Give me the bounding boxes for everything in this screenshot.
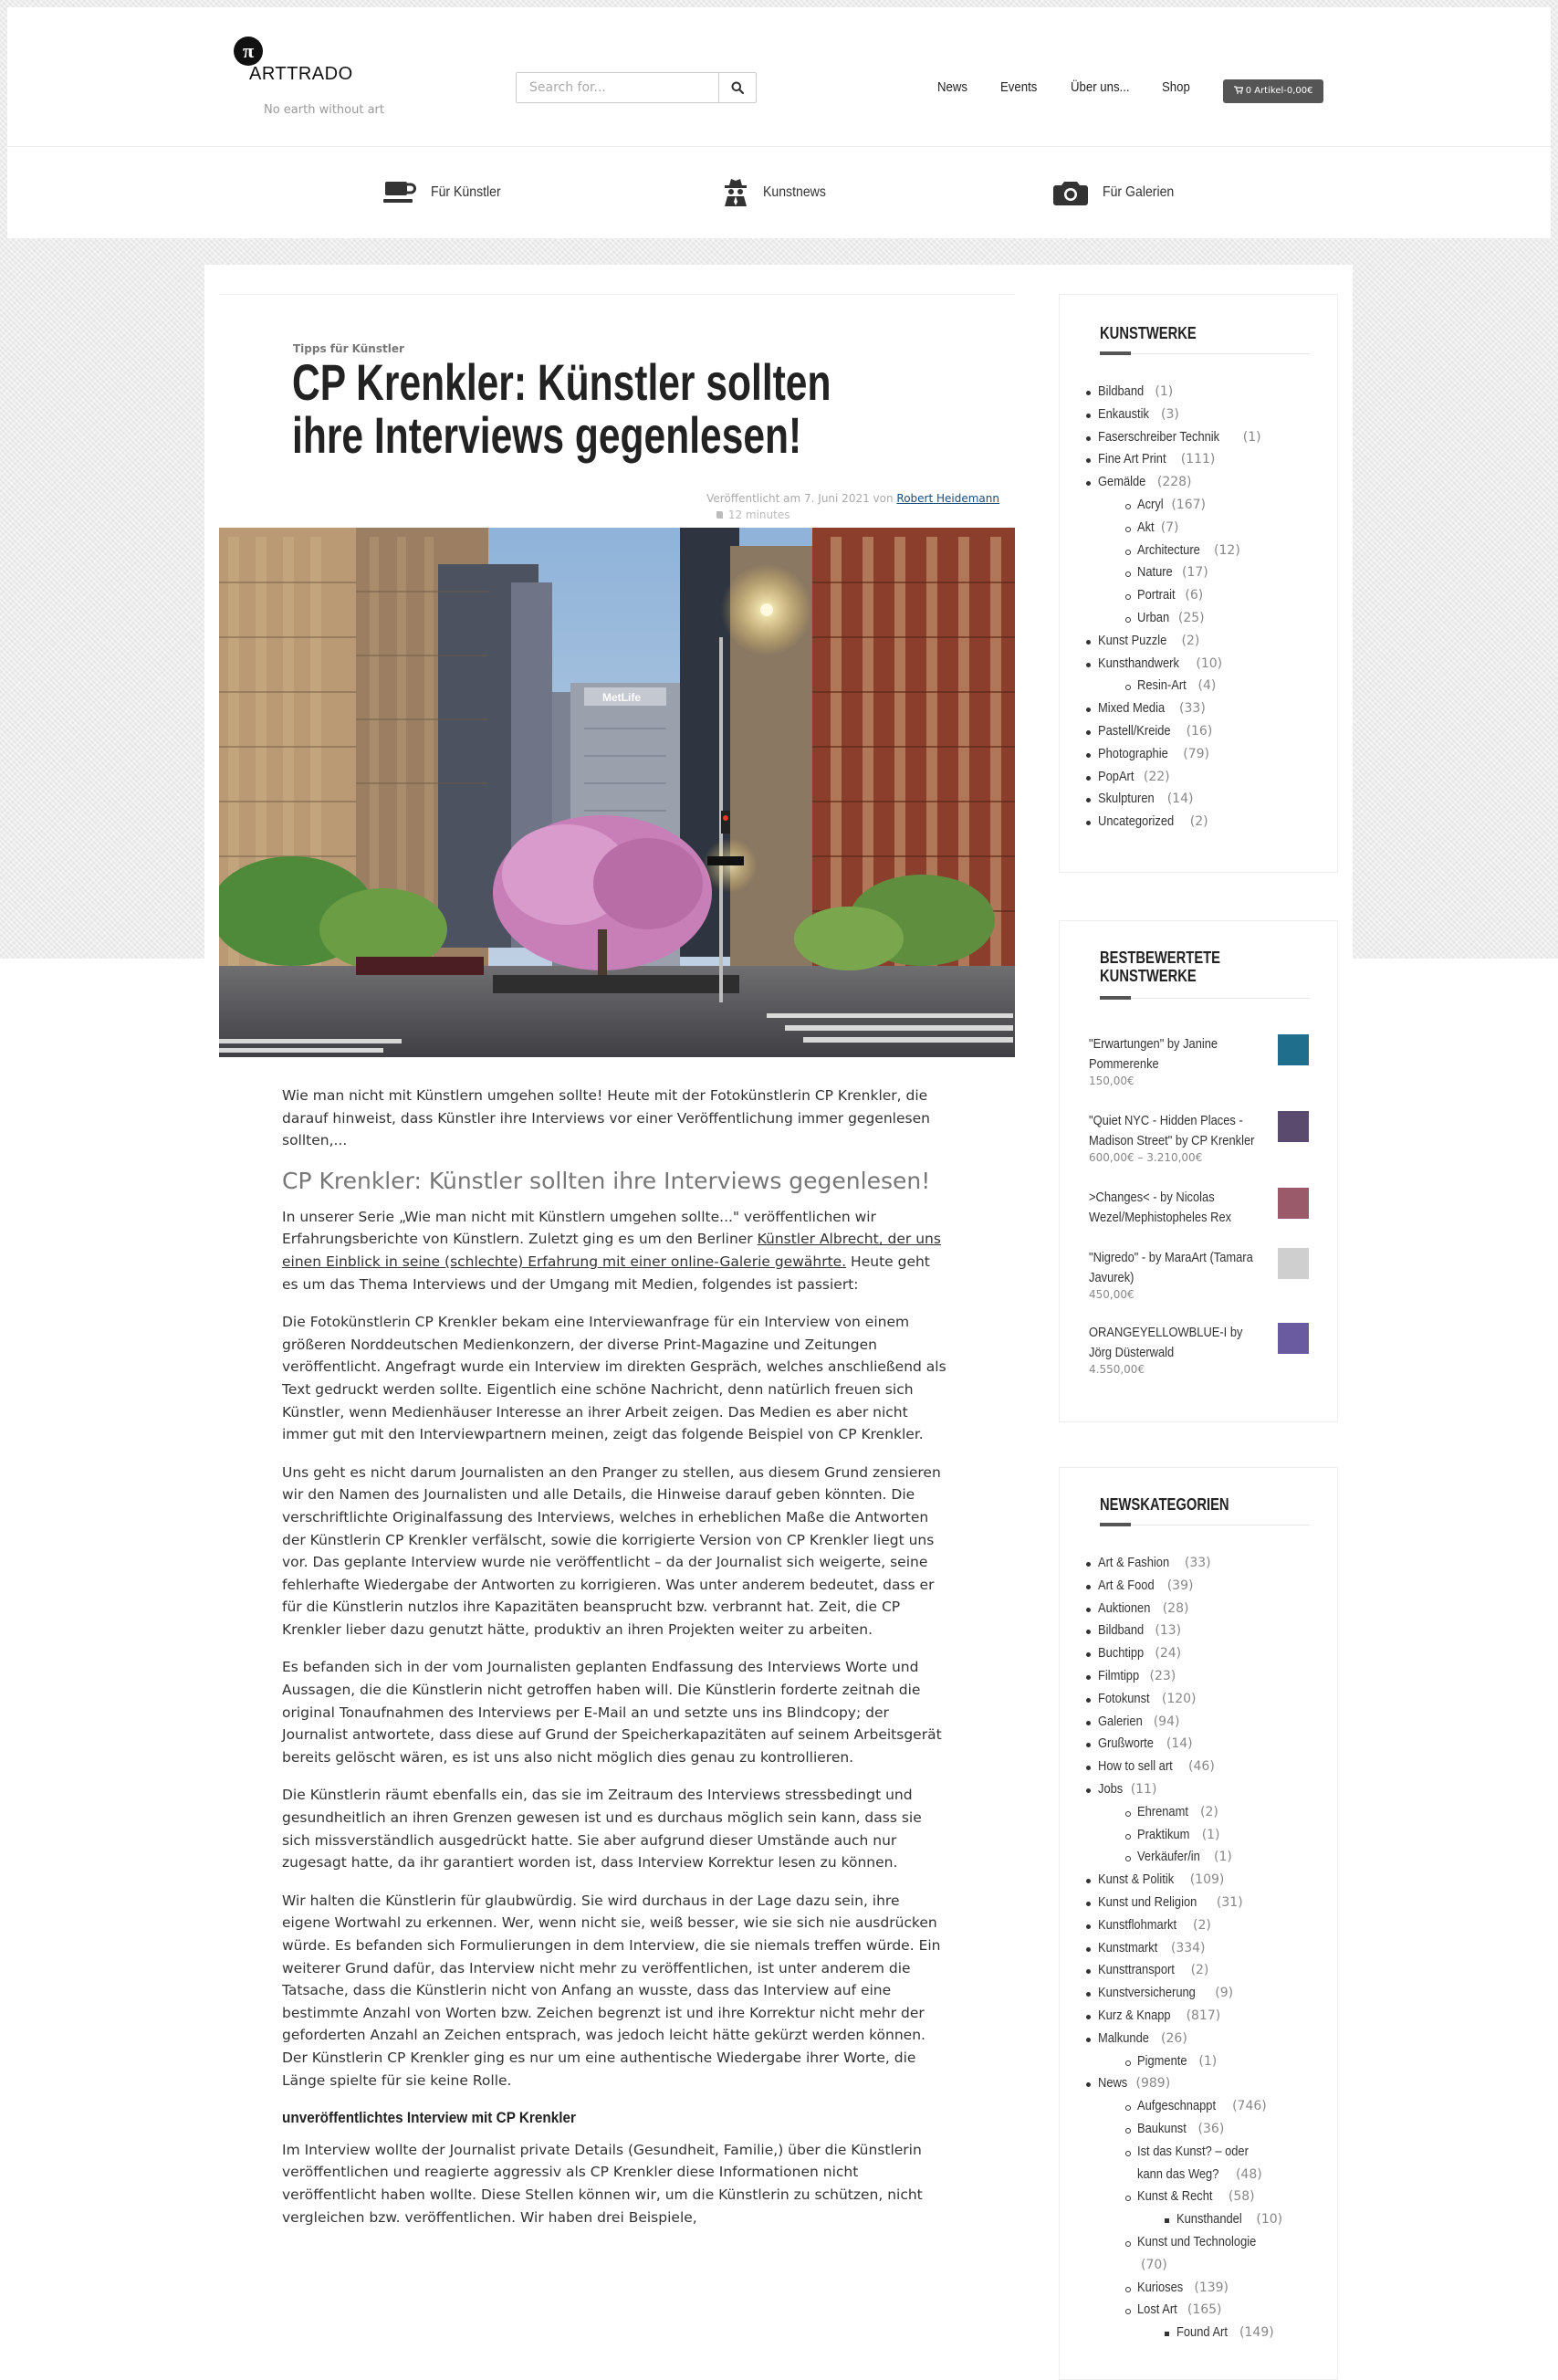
category-label: Found Art [1176, 2324, 1228, 2341]
category-count: (79) [1183, 746, 1209, 761]
category-count: (2) [1189, 814, 1208, 830]
widget-title-rule [1100, 998, 1310, 999]
category-item[interactable] [1137, 675, 1261, 697]
category-count: (139) [1194, 2280, 1229, 2295]
widget-title-line2: KUNSTWERKE [1100, 967, 1197, 985]
author-link[interactable]: Robert Heidemann [896, 492, 999, 505]
category-count: (4) [1197, 678, 1217, 694]
category-item[interactable] [1098, 720, 1261, 743]
widget-title-line1: BESTBEWERTETE [1100, 949, 1221, 967]
widget-title [1100, 949, 1220, 985]
article-intro: Wie man nicht mit Künstlern umgehen sollte! Heute mit der Fotokünstlerin CP Krenkler, die darauf hinweist, dass Künstler ihre Interviews vor einer Veröffentlichung immer gegenlesen sollten,... [282, 1087, 930, 1149]
category-item[interactable] [1098, 404, 1261, 426]
category-item[interactable] [1137, 2095, 1282, 2118]
category-item[interactable] [1137, 2186, 1282, 2208]
category-label: Kunst und Religion [1098, 1893, 1197, 1910]
category-count: (12) [1214, 542, 1240, 558]
read-time [716, 509, 790, 521]
product-name[interactable]: >Changes< - by Nicolas Wezel/Mephistopheles Rex [1089, 1190, 1232, 1225]
category-item[interactable] [1176, 2208, 1282, 2231]
category-count: (11) [1130, 1781, 1157, 1797]
category-item[interactable] [1137, 1801, 1282, 1824]
product-thumbnail[interactable] [1278, 1111, 1309, 1142]
category-item[interactable] [1098, 1665, 1282, 1688]
category-count: (33) [1184, 1556, 1211, 1570]
subnav-label: Kunstnews [763, 184, 826, 200]
camera-icon [1053, 179, 1088, 206]
category-item[interactable] [1098, 1598, 1282, 1620]
category-count: (26) [1161, 2030, 1187, 2046]
category-count: (1) [1242, 429, 1261, 445]
article-category[interactable]: Tipps für Künstler [293, 342, 404, 355]
category-count: (16) [1186, 723, 1213, 739]
category-count: (120) [1161, 1691, 1197, 1706]
widget-title-rule [1100, 353, 1310, 354]
category-count: (2) [1200, 1804, 1218, 1819]
category-item[interactable] [1098, 1914, 1282, 1937]
category-count: (48) [1235, 2166, 1262, 2182]
nav-item-events[interactable]: Events [1000, 79, 1038, 95]
category-item[interactable] [1098, 1937, 1282, 1960]
category-count: (17) [1182, 565, 1208, 581]
category-count: (149) [1239, 2325, 1274, 2341]
category-count: (109) [1189, 1872, 1225, 1888]
category-count: (58) [1228, 2189, 1255, 2205]
category-count: (10) [1256, 2212, 1283, 2228]
category-label: Skulpturen [1098, 791, 1155, 807]
coffee-cup-icon [383, 180, 416, 205]
category-count: (989) [1135, 2076, 1171, 2092]
category-label: Enkaustik [1098, 405, 1149, 422]
category-label: Verkäufer/in [1137, 1849, 1200, 1865]
site-tagline: No earth without art [264, 103, 384, 117]
product-thumbnail[interactable] [1278, 1188, 1309, 1219]
category-item[interactable] [1098, 2028, 1282, 2050]
category-label: Kunsttransport [1098, 1962, 1175, 1978]
category-count: (334) [1170, 1940, 1206, 1955]
article-paragraph: Uns geht es nicht darum Journalisten an den Pranger zu stellen, aus diesem Grund zensieren wir den Namen des Journalisten und alle Details, die Hinweise darauf geben könnten. Die verschriftlichte Originalfassung des Interviews, welches in erheblichen Maße die Antworten der Künstlerin CP Krenkler verfälscht, sowie die korrigierte Version von CP Krenkler liegt uns vor. Das geplante Interview wurde nie veröffentlicht – da der Journalist sich weigerte, seine fehlerhafte Wiedergabe der Antworten zu korrigieren. Was unter anderem bedeutet, dass er für die Künstlerin nutzlos ihre Kapazitäten beansprucht bzw. verbrannt hat. Zeit, die CP Krenkler lieber dazu genutzt hätte, produktiv an ihren Projekten weiter zu arbeiten. [282, 1463, 941, 1638]
nav-item-ueber-uns[interactable]: Über uns... [1071, 79, 1130, 95]
subnav-item-kunstnews[interactable] [723, 174, 834, 211]
category-item[interactable] [1137, 584, 1261, 607]
category-label: Acryl [1137, 496, 1164, 512]
category-list [1098, 381, 1261, 834]
category-label: Architecture [1137, 541, 1200, 558]
category-item[interactable] [1137, 540, 1261, 562]
category-item[interactable] [1098, 2005, 1282, 2028]
category-item[interactable] [1098, 1552, 1282, 1575]
category-label: Fine Art Print [1098, 451, 1166, 467]
category-count: (24) [1155, 1646, 1182, 1662]
category-count: (1) [1198, 2053, 1218, 2069]
category-label: Kunsthandwerk [1098, 655, 1179, 671]
category-count: (3) [1161, 406, 1179, 422]
site-name: ARTTRADO [249, 64, 353, 84]
category-item[interactable] [1098, 697, 1261, 720]
category-item[interactable] [1098, 1733, 1282, 1756]
category-label: Photographie [1098, 745, 1168, 761]
book-icon [716, 510, 725, 519]
category-label: Mixed Media [1098, 700, 1166, 717]
category-item[interactable] [1098, 381, 1261, 404]
category-item[interactable] [1098, 1756, 1282, 1778]
category-label: Praktikum [1137, 1826, 1190, 1842]
category-label: Art & Fashion [1098, 1555, 1170, 1570]
article-paragraph: Die Künstlerin räumt ebenfalls ein, das sie im Zeitraum des Interviews stressbedingt und gesundheitlich an ihren Grenzen gewesen ist und es durchaus möglich sein kann, dass sie sich missverständlich ausgedrückt hatte. Sie aber aufgrund dieser Umstände auch nur zugesagt hatte, da ihr garantiert worden ist, dass Interview Korrektur lesen zu können. [282, 1787, 922, 1871]
category-count: (111) [1180, 452, 1216, 467]
category-label: kann das Weg? [1137, 2165, 1219, 2182]
category-label: Kunst Puzzle [1098, 632, 1167, 648]
category-item[interactable] [1137, 2141, 1282, 2164]
product-price: 150,00€ [1089, 1075, 1135, 1087]
article-paragraph: Wir halten die Künstlerin für glaubwürdig. Sie wird durchaus in der Lage dazu sein, ihre eigene Wortwahl zu erkennen. Wer, wenn nicht sie, weiß besser, wie sie sich nie ausdrücken würde. Es befanden sich Formulierungen in dem Interview, die sie niemals treffen würde. Ein weiterer Grund dafür, das Interview nicht mehr zu veröffentlichen, ist unter anderem die Tatsache, dass die Künstlerin nicht von Anfang an wusste, dass das Interview auf eine bestimmte Anzahl von Worten bzw. Zeichen begrenzt ist und ihre Korrektur nicht mehr der geforderten Anzahl an Zeichen entsprach, was jedoch leicht hätte gekürzt werden können. Der Künstlerin CP Krenkler ging es nur um eine authentische Wiedergabe ihrer Worte, die Länge spielte für sie keine Rolle. [282, 1892, 941, 2089]
site-header [7, 7, 1551, 146]
category-label: Ehrenamt [1137, 1803, 1188, 1819]
category-count: (94) [1153, 1714, 1180, 1729]
category-item[interactable] [1098, 788, 1261, 811]
cart-button[interactable] [1223, 79, 1323, 103]
category-label: Kurioses [1137, 2279, 1184, 2295]
article-paragraph [282, 1206, 948, 1295]
sub-navigation [7, 147, 1551, 238]
category-count: (46) [1188, 1759, 1215, 1775]
category-label: Galerien [1098, 1713, 1143, 1729]
category-label: Bildband [1098, 1622, 1145, 1639]
category-count: (36) [1197, 2121, 1225, 2136]
inline-article-link[interactable]: Künstler Albrecht, der uns einen Einblick in seine (schlechte) Erfahrung mit einer online-Galerie gewährte. [282, 1231, 941, 1270]
product-name[interactable]: "Erwartungen" by Janine Pommerenke [1089, 1036, 1218, 1072]
article-title [292, 353, 831, 464]
article-paragraph: Im Interview wollte der Journalist private Details (Gesundheit, Familie,) über die Künstlerin veröffentlichen und reagierte aggressiv als CP Krenkler diese Informationen nicht veröffentlicht haben wollte. Diese Stellen können wir, um die Künstlerin zu schützen, nicht vergleichen bzw. veröffentlichen. Wir haben drei Beispiele, [282, 2141, 923, 2226]
category-label: Filmtipp [1098, 1667, 1140, 1683]
category-label: Kunstflohmarkt [1098, 1916, 1177, 1933]
product-name[interactable]: ORANGEYELLOWBLUE-I by Jörg Düsterwald [1089, 1325, 1243, 1360]
category-item[interactable] [1098, 766, 1261, 789]
category-count: (14) [1166, 1736, 1193, 1752]
search-icon [731, 81, 744, 94]
article-meta [706, 492, 999, 505]
category-label: Kunstversicherung [1098, 1985, 1196, 2001]
paragraph-text: Heute geht es um das Thema Interviews und der Umgang mit Medien, folgendes ist passiert: [282, 1253, 930, 1293]
category-count: (167) [1171, 497, 1206, 512]
category-item[interactable] [1098, 426, 1261, 449]
subnav-item-fuer-galerien[interactable] [1053, 174, 1184, 211]
article-subheading: CP Krenkler: Künstler sollten ihre Interviews gegenlesen! [282, 1167, 931, 1194]
category-label: Kunstmarkt [1098, 1939, 1158, 1955]
category-item[interactable] [1098, 1688, 1282, 1711]
category-item[interactable] [1098, 1982, 1282, 2005]
category-label: Portrait [1137, 587, 1176, 603]
category-label: Akt [1137, 519, 1155, 535]
category-label: Bildband [1098, 383, 1145, 399]
category-label: Resin-Art [1137, 677, 1187, 694]
category-label: Uncategorized [1098, 813, 1175, 830]
category-count: (13) [1155, 1623, 1182, 1639]
category-label: PopArt [1098, 768, 1135, 784]
category-item[interactable] [1137, 2299, 1282, 2322]
article-title-line2: ihre Interviews gegenlesen! [292, 406, 802, 464]
category-item[interactable] [1137, 2277, 1282, 2300]
category-item[interactable] [1098, 471, 1261, 494]
category-item[interactable] [1098, 1620, 1282, 1642]
category-item[interactable] [1137, 2118, 1282, 2141]
widget-title-rule [1100, 1525, 1310, 1526]
city-street-photo [219, 528, 1015, 1057]
article-paragraph: Es befanden sich in der vom Journalisten geplanten Endfassung des Interviews Worte und Aussagen, die die Künstlerin nicht getroffen haben will. Die Künstlerin forderte zeitnah die original Tonaufnahmen des Interviews per E-Mail an und setzte uns ins Blindcopy; der Journalist antwortete, dass diese auf Grund der Speicherkapazitäten auf seinem Arbeitsgerät bereits gelöscht wären, es ist uns also nicht möglich dies genau zu kontrollieren. [282, 1659, 942, 1766]
category-label: Ist das Kunst? – oder [1137, 2143, 1249, 2159]
category-count: (10) [1196, 655, 1223, 671]
category-item[interactable] [1098, 1711, 1282, 1734]
category-count: (817) [1186, 2008, 1221, 2023]
subnav-item-fuer-kuenstler[interactable] [383, 174, 510, 211]
category-label: Aufgeschnappt [1137, 2098, 1217, 2114]
article-section-heading: unveröffentlichtes Interview mit CP Krenkler [282, 2109, 576, 2127]
product-thumbnail[interactable] [1278, 1248, 1309, 1279]
category-item[interactable] [1098, 2072, 1282, 2095]
category-count: (2) [1190, 1963, 1209, 1978]
widget-title: KUNSTWERKE [1100, 324, 1197, 342]
cart-icon [1234, 86, 1243, 94]
category-label: Malkunde [1098, 2029, 1149, 2046]
category-item[interactable] [1098, 653, 1261, 676]
hero-sign-text: MetLife [602, 691, 641, 704]
nav-item-news[interactable]: News [937, 79, 968, 95]
category-item[interactable] [1137, 607, 1261, 630]
product-thumbnail[interactable] [1278, 1034, 1309, 1065]
category-count: (1) [1155, 384, 1174, 399]
search-input[interactable] [517, 73, 720, 102]
category-item[interactable] [1137, 494, 1261, 517]
widget-newskategorien [1059, 1467, 1338, 2380]
category-count: (1) [1201, 1827, 1220, 1842]
category-count: (23) [1149, 1668, 1176, 1683]
category-label: News [1098, 2075, 1128, 2092]
category-label: Grußworte [1098, 1735, 1154, 1752]
product-thumbnail[interactable] [1278, 1323, 1309, 1354]
widget-title: NEWSKATEGORIEN [1100, 1495, 1229, 1514]
category-label: Gemälde [1098, 474, 1146, 490]
category-item[interactable] [1098, 1642, 1282, 1665]
category-label: Faserschreiber Technik [1098, 428, 1220, 445]
category-item[interactable] [1098, 1892, 1282, 1914]
product-price: 600,00€ – 3.210,00€ [1089, 1151, 1203, 1164]
category-label: How to sell art [1098, 1758, 1173, 1775]
search-box [516, 72, 757, 103]
product-name[interactable]: "Quiet NYC - Hidden Places - Madison Street" by CP Krenkler [1089, 1113, 1255, 1148]
category-item[interactable] [1137, 2254, 1282, 2277]
category-count: (746) [1232, 2099, 1267, 2114]
widget-kunstwerke [1059, 294, 1338, 873]
category-label: Kunst & Recht [1137, 2188, 1213, 2205]
category-label: Art & Food [1098, 1577, 1155, 1593]
article-body [282, 1085, 948, 2244]
category-item[interactable] [1098, 630, 1261, 653]
category-label: Kurz & Knapp [1098, 2007, 1171, 2023]
category-item[interactable] [1098, 1778, 1282, 1801]
category-label: Kunst und Technologie [1137, 2233, 1257, 2249]
category-count: (228) [1156, 475, 1192, 490]
product-price: 4.550,00€ [1089, 1363, 1145, 1376]
category-count: (2) [1181, 633, 1200, 648]
category-list [1098, 1552, 1282, 2344]
category-count: (9) [1215, 1986, 1234, 2001]
search-button[interactable] [718, 73, 756, 102]
product-price: 450,00€ [1089, 1288, 1135, 1301]
subnav-label: Für Künstler [431, 184, 501, 200]
category-label: Auktionen [1098, 1599, 1151, 1616]
category-count: (33) [1179, 701, 1206, 717]
category-item[interactable] [1098, 1959, 1282, 1982]
category-count: (25) [1177, 610, 1205, 625]
published-date: Veröffentlicht am 7. Juni 2021 von [706, 492, 897, 505]
category-item[interactable] [1137, 2050, 1282, 2073]
category-item[interactable] [1137, 2164, 1282, 2186]
category-count: (31) [1216, 1894, 1243, 1910]
category-count: (28) [1162, 1600, 1189, 1616]
widget-bestbewertete-kunstwerke [1059, 920, 1338, 1422]
category-label: Jobs [1098, 1780, 1124, 1797]
category-item[interactable] [1098, 743, 1261, 766]
article-divider [219, 294, 1015, 295]
cart-label: 0 Artikel-0,00€ [1245, 86, 1313, 96]
spy-icon [723, 178, 748, 207]
product-name[interactable]: "Nigredo" - by MaraArt (Tamara Javurek) [1089, 1250, 1253, 1285]
category-item[interactable] [1098, 1869, 1282, 1892]
category-item[interactable] [1137, 1824, 1282, 1847]
category-label: Kunst & Politik [1098, 1871, 1175, 1888]
category-count: (39) [1166, 1578, 1194, 1593]
category-count: (2) [1193, 1917, 1211, 1933]
article-paragraph: Die Fotokünstlerin CP Krenkler bekam eine Interviewanfrage für ein Interview von einem größeren Norddeutschen Medienkonzern, der diverse Print-Magazine und Zeitungen veröffentlicht. Angefragt wurde ein Interview im direkten Gespräch, welches anschließend als Text gedruckt werden sollte. Eigentlich eine schöne Nachricht, denn natürlich freuen sich Künstler, wenn Medienhäuser Interesse an ihrer Arbeit zeigen. Das Medien es aber nicht immer gut mit den Interviewpartnern meinen, zeigt das folgende Beispiel von CP Krenkler. [282, 1314, 946, 1443]
category-count: (70) [1141, 2257, 1167, 2272]
category-label: Buchtipp [1098, 1645, 1145, 1662]
category-label: Pigmente [1137, 2052, 1187, 2069]
category-item[interactable] [1098, 811, 1261, 834]
category-item[interactable] [1137, 2231, 1282, 2254]
category-item[interactable] [1137, 1846, 1282, 1869]
category-label: Urban [1137, 609, 1170, 625]
category-item[interactable] [1137, 561, 1261, 584]
category-label: Fotokunst [1098, 1690, 1150, 1706]
category-label: Baukunst [1137, 2120, 1187, 2136]
category-count: (6) [1185, 588, 1204, 603]
nav-item-shop[interactable]: Shop [1162, 79, 1190, 95]
category-item[interactable] [1137, 517, 1261, 540]
article-title-line1: CP Krenkler: Künstler sollten [292, 353, 831, 411]
category-count: (14) [1166, 792, 1194, 807]
category-count: (7) [1160, 519, 1179, 535]
category-item[interactable] [1176, 2322, 1282, 2344]
hero-image[interactable] [219, 528, 1015, 1057]
read-time-label: 12 minutes [727, 509, 790, 521]
subnav-label: Für Galerien [1103, 184, 1175, 200]
category-count: (165) [1187, 2302, 1222, 2318]
category-label: Pastell/Kreide [1098, 722, 1171, 739]
category-label: Kunsthandel [1176, 2211, 1242, 2228]
category-label: Lost Art [1137, 2301, 1177, 2318]
paragraph-text: In unserer Serie „Wie man nicht mit Künstlern umgehen sollte..." veröffentlichen wir Erfahrungsberichte von Künstlern. Zuletzt ging es um den Berliner [282, 1208, 876, 1248]
category-count: (22) [1143, 769, 1170, 784]
logo-mark-icon: π [234, 37, 263, 66]
category-label: Nature [1137, 564, 1173, 581]
category-item[interactable] [1098, 448, 1261, 471]
category-count: (1) [1214, 1850, 1232, 1865]
category-item[interactable] [1098, 1575, 1282, 1598]
